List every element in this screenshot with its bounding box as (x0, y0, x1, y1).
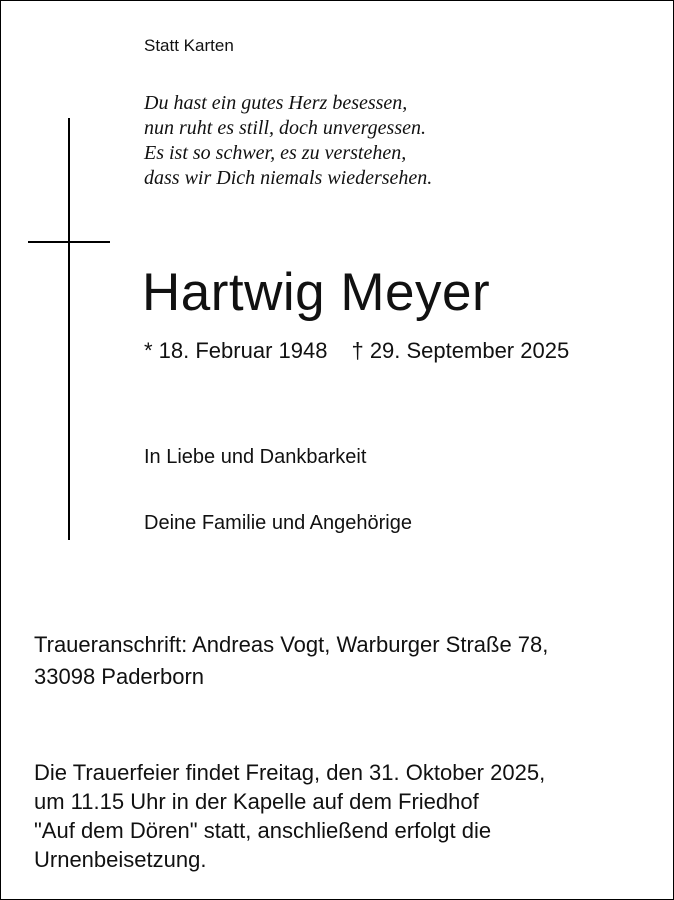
thanks-line: In Liebe und Dankbarkeit (144, 446, 367, 468)
ceremony-line: "Auf dem Dören" statt, anschließend erfolgt die (34, 818, 492, 843)
ceremony-line: Urnenbeisetzung. (34, 847, 207, 872)
mourning-address (34, 629, 548, 693)
verse-line: Es ist so schwer, es zu verstehen, (144, 142, 407, 164)
ceremony-info (34, 758, 545, 874)
cross-icon-vertical-bar (68, 118, 70, 540)
verse-line: dass wir Dich niemals wiedersehen. (144, 167, 433, 189)
address-line: Traueranschrift: Andreas Vogt, Warburger Straße 78, (34, 632, 549, 657)
address-line: 33098 Paderborn (34, 664, 205, 689)
life-dates (144, 337, 569, 365)
memorial-verse (144, 91, 432, 191)
family-line: Deine Familie und Angehörige (144, 512, 412, 534)
verse-line: Du hast ein gutes Herz besessen, (144, 92, 408, 114)
deceased-name: Hartwig Meyer (142, 263, 491, 322)
ceremony-line: Die Trauerfeier findet Freitag, den 31. Oktober 2025, (34, 760, 546, 785)
cross-icon-horizontal-bar (28, 241, 110, 243)
verse-line: nun ruht es still, doch unvergessen. (144, 117, 427, 139)
birth-date: * 18. Februar 1948 (144, 338, 328, 363)
ceremony-line: um 11.15 Uhr in der Kapelle auf dem Friedhof (34, 789, 479, 814)
death-date: † 29. September 2025 (351, 338, 570, 363)
notice-header: Statt Karten (144, 36, 234, 55)
